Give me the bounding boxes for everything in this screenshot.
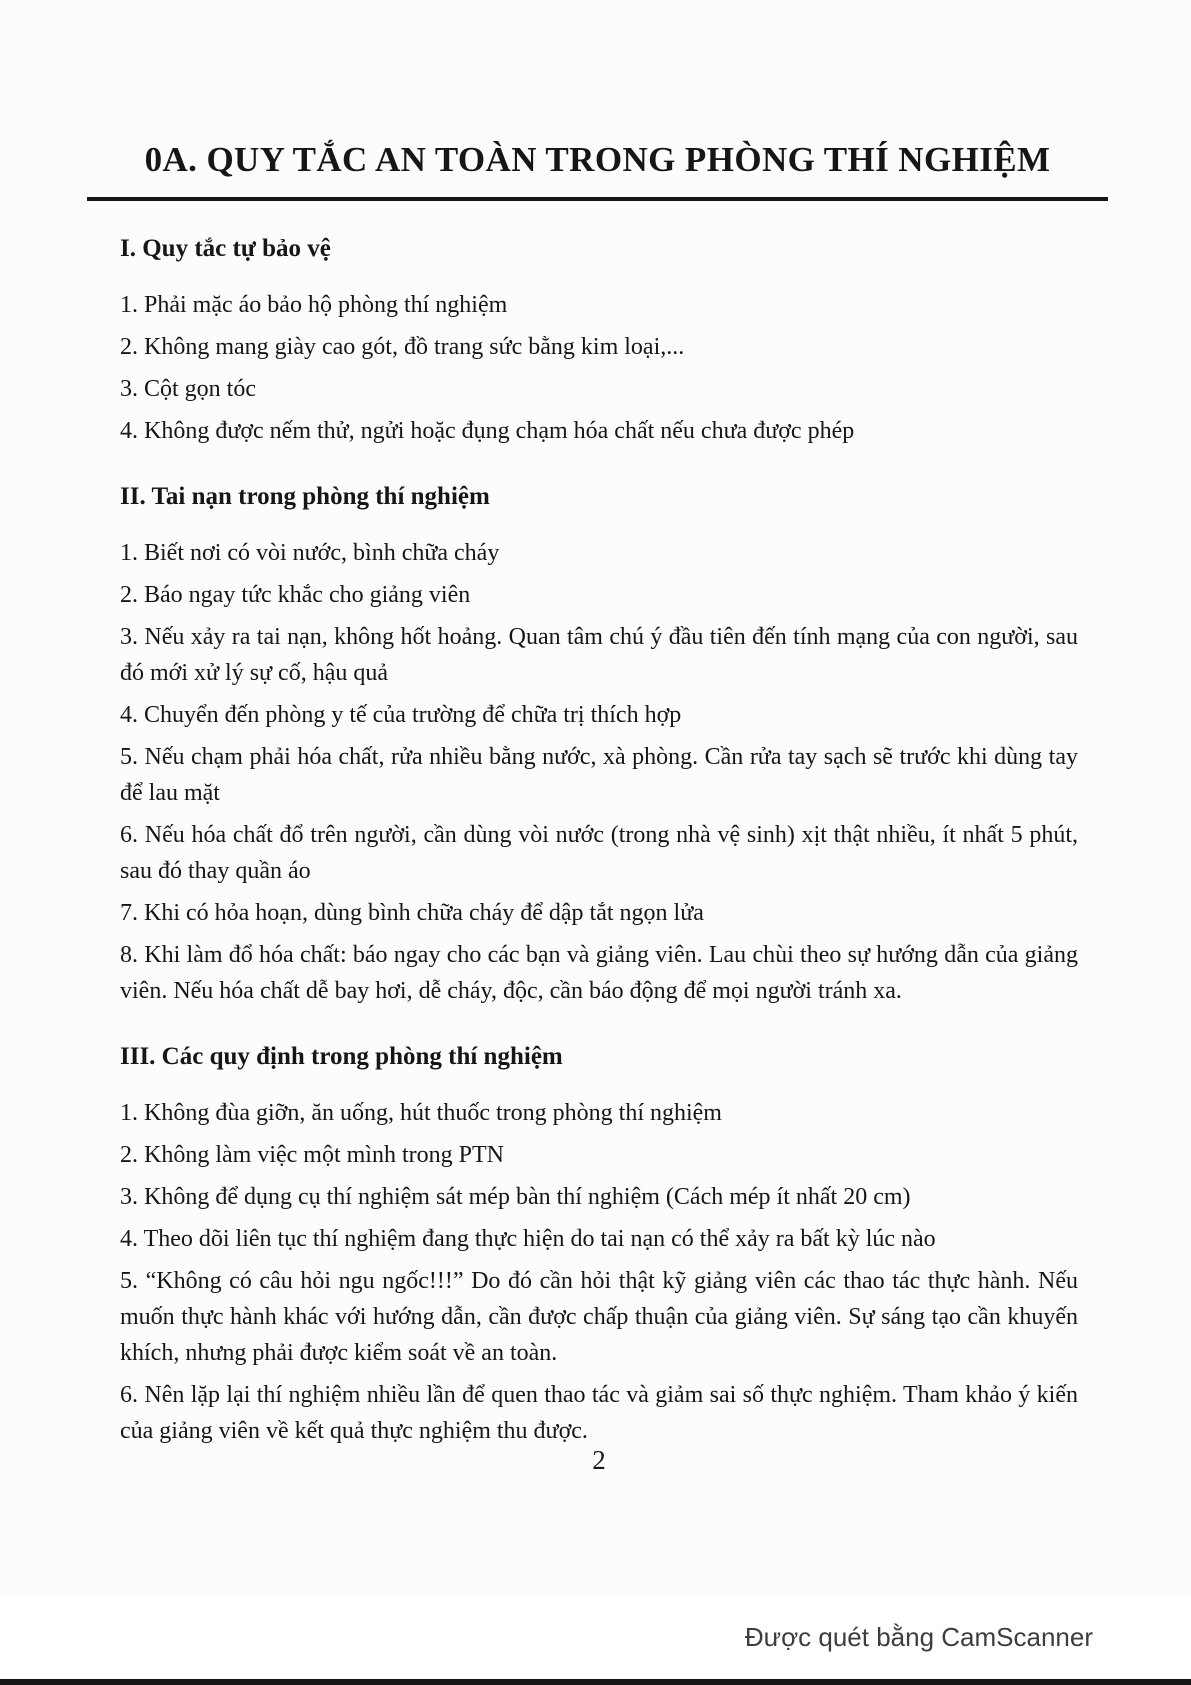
rule-item: 7. Khi có hỏa hoạn, dùng bình chữa cháy để dập tắt ngọn lửa	[120, 900, 704, 926]
rule-item: 6. Nên lặp lại thí nghiệm nhiều lần để quen thao tác và giảm sai số thực nghiệm. Tham khảo ý kiến của giảng viên về kết quả thực nghiệm thu được.	[120, 1382, 1078, 1444]
rule-item: 8. Khi làm đổ hóa chất: báo ngay cho các bạn và giảng viên. Lau chùi theo sự hướng dẫn của giảng viên. Nếu hóa chất dễ bay hơi, dễ cháy, độc, cần báo động để mọi người tránh xa.	[120, 942, 1078, 1004]
section-heading-1: I. Quy tắc tự bảo vệ	[120, 235, 331, 262]
rule-item: 4. Không được nếm thử, ngửi hoặc đụng chạm hóa chất nếu chưa được phép	[120, 418, 855, 444]
rule-item: 1. Phải mặc áo bảo hộ phòng thí nghiệm	[120, 292, 508, 318]
rule-item: 2. Không làm việc một mình trong PTN	[120, 1142, 504, 1168]
page-title: 0A. QUY TẮC AN TOÀN TRONG PHÒNG THÍ NGHIỆM	[87, 138, 1108, 201]
rule-item: 1. Biết nơi có vòi nước, bình chữa cháy	[120, 540, 500, 566]
section-lab-regulations	[120, 1041, 1078, 1449]
rule-item: 4. Theo dõi liên tục thí nghiệm đang thực hiện do tai nạn có thể xảy ra bất kỳ lúc nào	[120, 1226, 936, 1252]
section-heading-3: III. Các quy định trong phòng thí nghiệm	[120, 1043, 563, 1070]
section-lab-accidents	[120, 481, 1078, 1009]
scan-bottom-edge	[0, 1679, 1191, 1685]
rule-item: 2. Không mang giày cao gót, đồ trang sức bằng kim loại,...	[120, 334, 685, 360]
camscanner-footer-band	[0, 1596, 1191, 1678]
rule-item: 5. Nếu chạm phải hóa chất, rửa nhiều bằng nước, xà phòng. Cần rửa tay sạch sẽ trước khi dùng tay để lau mặt	[120, 744, 1078, 806]
rule-item: 2. Báo ngay tức khắc cho giảng viên	[120, 582, 471, 608]
document-content	[120, 138, 1078, 1455]
section-self-protection	[120, 233, 1078, 449]
rule-item: 6. Nếu hóa chất đổ trên người, cần dùng vòi nước (trong nhà vệ sinh) xịt thật nhiều, ít nhất 5 phút, sau đó thay quần áo	[120, 822, 1078, 884]
page-number: 2	[592, 1445, 606, 1475]
rule-item: 4. Chuyển đến phòng y tế của trường để chữa trị thích hợp	[120, 702, 682, 728]
rule-item: 1. Không đùa giỡn, ăn uống, hút thuốc trong phòng thí nghiệm	[120, 1100, 722, 1126]
rule-item: 3. Không để dụng cụ thí nghiệm sát mép bàn thí nghiệm (Cách mép ít nhất 20 cm)	[120, 1184, 911, 1210]
section-heading-2: II. Tai nạn trong phòng thí nghiệm	[120, 483, 490, 510]
rule-item: 3. Cột gọn tóc	[120, 376, 256, 402]
camscanner-footer-text: Được quét bằng CamScanner	[744, 1621, 1093, 1652]
rule-item: 5. “Không có câu hỏi ngu ngốc!!!” Do đó cần hỏi thật kỹ giảng viên các thao tác thực hành. Nếu muốn thực hành khác với hướng dẫn, cần được chấp thuận của giảng viên. Sự sáng tạo cần khuyến khích, nhưng phải được kiểm soát về an toàn.	[120, 1268, 1078, 1366]
rule-item: 3. Nếu xảy ra tai nạn, không hốt hoảng. Quan tâm chú ý đầu tiên đến tính mạng của con người, sau đó mới xử lý sự cố, hậu quả	[120, 624, 1078, 686]
